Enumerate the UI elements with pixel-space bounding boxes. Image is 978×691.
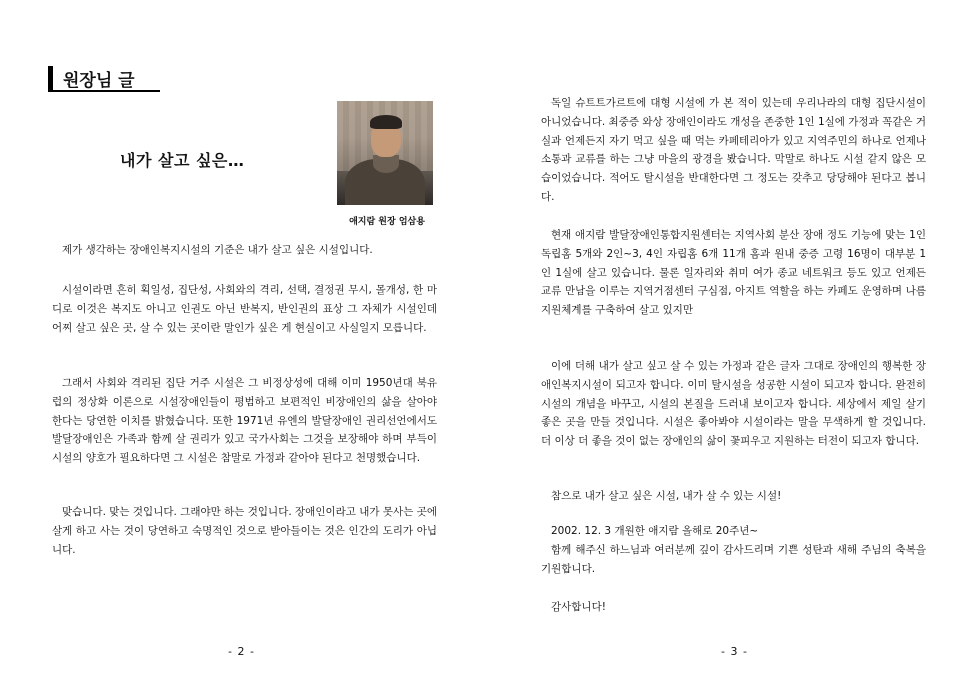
left-paragraph-1 xyxy=(52,241,437,260)
paragraph: 함께 해주신 하느님과 여러분께 깊이 감사드리며 기쁜 성탄과 새해 주님의 축복을 기원합니다. xyxy=(541,544,926,575)
paragraph: 2002. 12. 3 개원한 애지람 올해로 20주년~ xyxy=(551,525,759,537)
paragraph: 제가 생각하는 장애인복지시설의 기준은 내가 살고 싶은 시설입니다. xyxy=(62,244,373,256)
article-headline: 내가 살고 싶은… xyxy=(120,151,245,170)
page-number-right: - 3 - xyxy=(721,645,748,658)
paragraph: 참으로 내가 살고 싶은 시설, 내가 살 수 있는 시설! xyxy=(551,490,782,502)
left-paragraph-2 xyxy=(52,281,437,337)
right-paragraph-4 xyxy=(541,487,926,506)
paragraph: 맞습니다. 맞는 것입니다. 그래야만 하는 것입니다. 장애인이라고 내가 못사는 곳에 살게 하고 사는 것이 당연하고 숙명적인 것으로 받아들이는 것은 인간의 도리가 아닙니다. xyxy=(52,506,437,556)
page-number-left: - 2 - xyxy=(228,645,255,658)
paragraph: 현재 애지람 발달장애인통합지원센터는 지역사회 분산 장애 정도 기능에 맞는 1인 독립홈 5개와 2인~3, 4인 자립홈 6개 11개 홈과 원내 중증 고령 16명이 대부분 1인 1실에 살고 있습니다. 물론 일자리와 취미 여가 종교 네트워크 등도 있고 언제든 교류 만남을 이루는 지역거점센터 구심점, 아지트 역할을 하는 카페도 운영하며 나름 지원체계를 구축하여 살고 있지만 xyxy=(541,229,926,317)
right-page xyxy=(489,0,978,691)
right-paragraph-2 xyxy=(541,226,926,320)
section-title-box xyxy=(48,66,160,92)
right-paragraph-1 xyxy=(541,94,926,207)
left-paragraph-3 xyxy=(52,374,437,468)
photo-caption: 애지람 원장 엄삼용 xyxy=(349,217,425,227)
paragraph: 이에 더해 내가 살고 싶고 살 수 있는 가정과 같은 글자 그대로 장애인의 행복한 장애인복지시설이 되고자 합니다. 이미 탈시설을 성공한 시설이 되고자 합니다. 완전히 시설의 개념을 바꾸고, 시설의 본질을 드러내 보이고자 합니다. 세상에서 제일 살기 좋은 곳을 만들 것입니다. 시설은 좋아봐야 시설이라는 말을 무색하게 할 것입니다. 더 이상 더 좋을 것이 없는 장애인의 삶이 꽃피우고 지원하는 터전이 되고자 합니다. xyxy=(541,360,926,448)
paragraph: 시설이라면 흔히 획일성, 집단성, 사회와의 격리, 선택, 결정권 무시, 몰개성, 한 마디로 이것은 복지도 아니고 인권도 아닌 반복지, 반인권의 표상 그 자체가 시설인데 어찌 살고 싶은 곳, 살 수 있는 곳이란 말인가 싶은 게 현실이고 사실일지 모릅니다. xyxy=(52,284,437,334)
paragraph: 그래서 사회와 격리된 집단 거주 시설은 그 비정상성에 대해 이미 1950년대 북유럽의 정상화 이론으로 시설장애인들이 평범하고 보편적인 비장애인의 삶을 살아야 한다는 당연한 이치를 밝혔습니다. 또한 1971년 유엔의 발달장애인 권리선언에서도 발달장애인은 가족과 함께 살 권리가 있고 국가사회는 그것을 보장해야 하며 부득이 시설의 양호가 필요하다면 그 시설은 참말로 가정과 같아야 된다고 천명했습니다. xyxy=(52,377,437,465)
paragraph: 감사합니다! xyxy=(551,601,606,613)
right-paragraph-6 xyxy=(541,541,926,579)
right-paragraph-3 xyxy=(541,357,926,451)
director-photo xyxy=(337,101,433,205)
right-paragraph-7 xyxy=(541,598,926,617)
right-paragraph-5 xyxy=(541,522,926,541)
paragraph: 독일 슈트트가르트에 대형 시설에 가 본 적이 있는데 우리나라의 대형 집단시설이 아니었습니다. 최중증 와상 장애인이라도 개성을 존중한 1인 1실에 가정과 꼭같은 거실과 언제든지 자기 먹고 싶을 때 먹는 카페테리아가 있고 지역주민의 하나로 언제나 소통과 교류를 하는 그냥 마을의 광경을 봤습니다. 막말로 하나도 시설 같지 않은 모습이었습니다. 적어도 탈시설을 반대한다면 그 정도는 갖추고 당당해야 된다고 봅니다. xyxy=(541,97,926,203)
section-title: 원장님 글 xyxy=(63,71,135,91)
left-paragraph-4 xyxy=(52,503,437,559)
